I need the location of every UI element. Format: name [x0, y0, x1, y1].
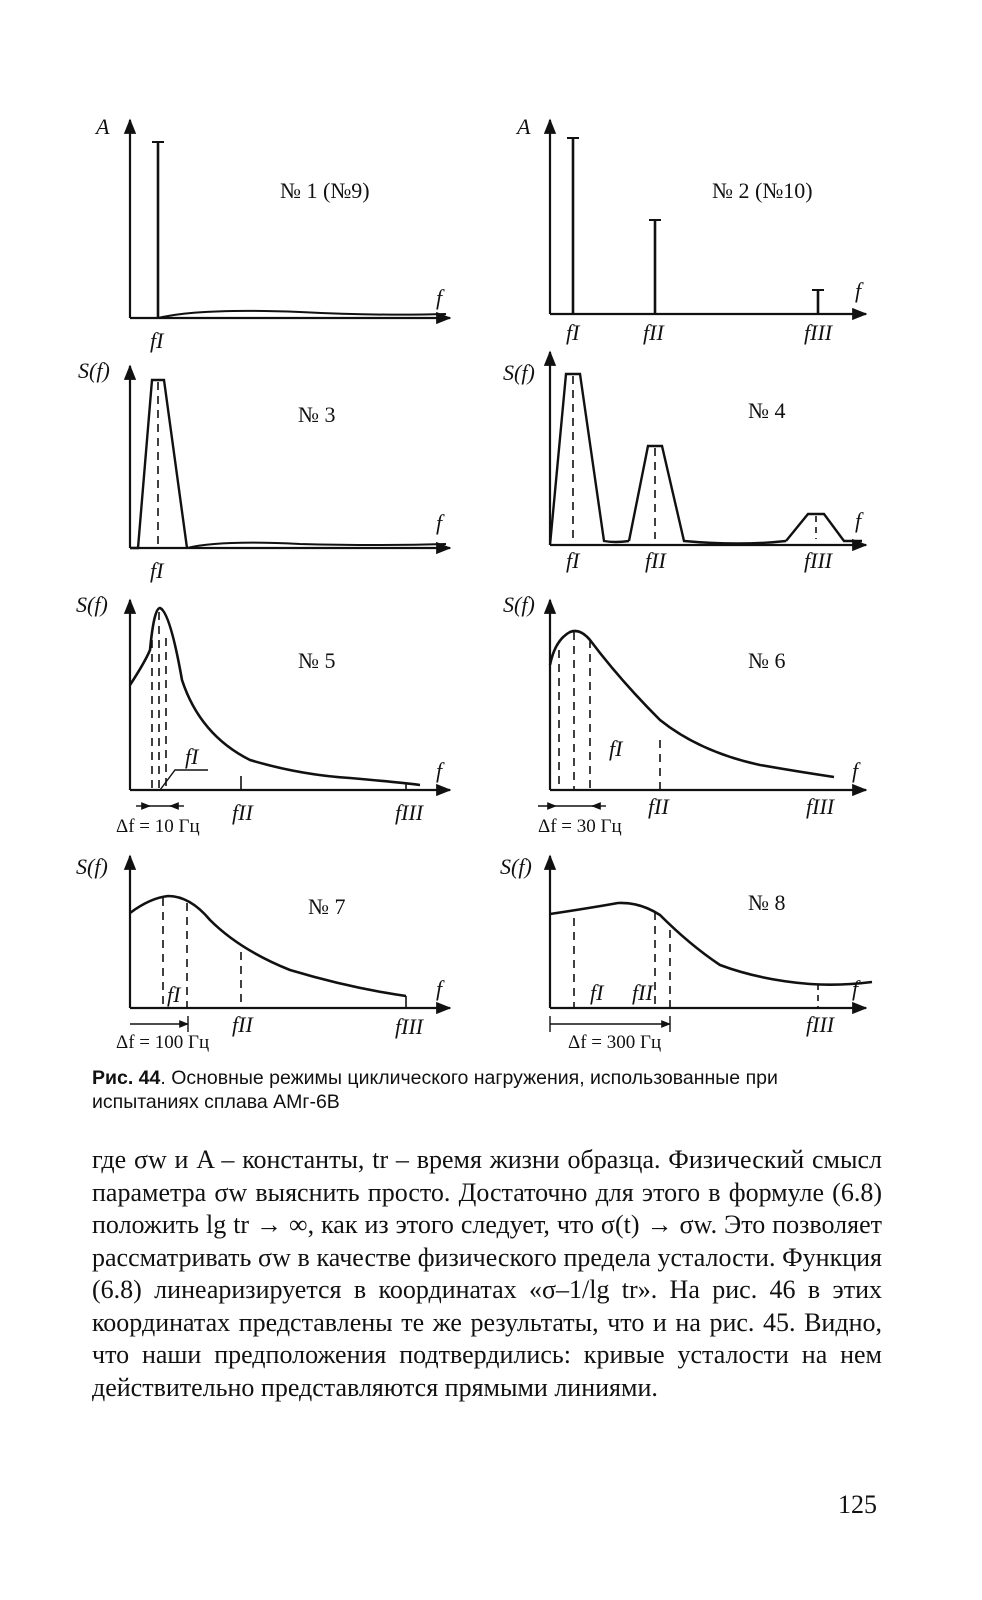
- panel-4-ylabel: S(f): [503, 360, 535, 385]
- panel-5-bandwidth: Δf = 10 Гц: [116, 816, 200, 837]
- panel-7-tick-fII: fII: [232, 1012, 253, 1037]
- panel-2: [550, 120, 866, 314]
- panel-4-tick-fIII: fIII: [804, 548, 833, 573]
- panel-8-xlabel: f: [852, 976, 859, 1001]
- caption-label: Рис. 44: [92, 1067, 161, 1089]
- panel-2-xlabel: f: [855, 278, 862, 303]
- panel-6-title: № 6: [748, 648, 786, 673]
- body-text: [92, 1144, 882, 1404]
- panel-6-xlabel: f: [852, 758, 859, 783]
- panel-4-peak-fII: [629, 446, 786, 544]
- panel-5-xlabel: f: [436, 758, 443, 783]
- panel-7-spectrum-curve: [130, 896, 406, 996]
- panel-8-tick-fII: fII: [632, 980, 653, 1005]
- panel-4-title: № 4: [748, 398, 786, 423]
- panel-8-tick-fI: fI: [590, 980, 604, 1005]
- panel-8-title: № 8: [748, 890, 786, 915]
- panel-6-tick-fII: fII: [648, 794, 669, 819]
- panel-5: [130, 600, 450, 806]
- figure-caption: [92, 1066, 882, 1114]
- panel-5-tick-fII: fII: [232, 800, 253, 825]
- panel-2-title: № 2 (№10): [712, 178, 813, 203]
- panel-8-ylabel: S(f): [500, 854, 532, 879]
- panel-8-bandwidth: Δf = 300 Гц: [568, 1032, 662, 1053]
- panel-5-title: № 5: [298, 648, 336, 673]
- caption-text: . Основные режимы циклического нагружения, использованные при испытаниях сплава АМг-6В: [92, 1067, 778, 1113]
- panel-2-tick-fII: fII: [643, 320, 664, 345]
- panel-3-ylabel: S(f): [78, 358, 110, 383]
- panel-2-tick-fI: fI: [566, 320, 580, 345]
- panel-3-xlabel: f: [436, 510, 443, 535]
- panel-5-tick-fI: fI: [185, 744, 199, 769]
- panel-4-peak-fI: [550, 374, 629, 545]
- panel-7-bandwidth: Δf = 100 Гц: [116, 1032, 210, 1053]
- body-paragraph: где σw и A – константы, tr – время жизни образца. Физический смысл параметра σw выяснить просто. Достаточно для этого в формуле (6.8) положить lg tr → ∞, как из этого следует, что σ(t) → σw. Это позволяет рассматривать σw в качестве физического предела усталости. Функция (6.8) линеаризируется в координатах «σ–1/lg tr». На рис. 46 в этих координатах представлены те же результаты, что и на рис. 45. Видно, что наши предположения подтвердились: кривые усталости на нем действительно представляются прямыми линиями.: [92, 1145, 882, 1402]
- panel-5-spectrum-curve: [130, 608, 420, 785]
- panel-1: [130, 120, 450, 318]
- panel-6-tick-fI: fI: [609, 736, 623, 761]
- panel-1-title: № 1 (№9): [280, 178, 370, 203]
- panel-6-ylabel: S(f): [503, 592, 535, 617]
- panel-6: [538, 600, 866, 806]
- panel-3: [130, 366, 450, 548]
- panel-7-tick-fI: fI: [167, 982, 181, 1007]
- panel-7-tick-fIII: fIII: [395, 1014, 424, 1039]
- panel-5-tick-fIII: fIII: [395, 800, 424, 825]
- panel-2-ylabel: A: [517, 114, 531, 139]
- panel-5-ylabel: S(f): [76, 592, 108, 617]
- panel-1-tick-fI: fI: [150, 328, 164, 353]
- panel-7-xlabel: f: [436, 976, 443, 1001]
- panel-8-tick-fIII: fIII: [806, 1012, 835, 1037]
- panel-8-spectrum-curve: [550, 903, 872, 985]
- panel-1-xlabel: f: [436, 285, 443, 310]
- panel-6-spectrum-curve: [550, 631, 834, 777]
- panel-6-tick-fIII: fIII: [806, 794, 835, 819]
- panel-4-tick-fII: fII: [645, 548, 666, 573]
- panel-4-xlabel: f: [855, 508, 862, 533]
- panel-2-tick-fIII: fIII: [804, 320, 833, 345]
- panel-7-ylabel: S(f): [76, 854, 108, 879]
- panel-4-peak-fIII: [786, 514, 862, 541]
- page-number: 125: [838, 1490, 877, 1519]
- panel-4: [550, 352, 866, 545]
- panel-6-bandwidth: Δf = 30 Гц: [538, 816, 622, 837]
- panel-3-tick-fI: fI: [150, 558, 164, 583]
- panel-4-tick-fI: fI: [566, 548, 580, 573]
- panel-1-ylabel: A: [96, 114, 110, 139]
- panel-8: [550, 856, 872, 1032]
- panel-3-title: № 3: [298, 402, 336, 427]
- panel-7-title: № 7: [308, 894, 346, 919]
